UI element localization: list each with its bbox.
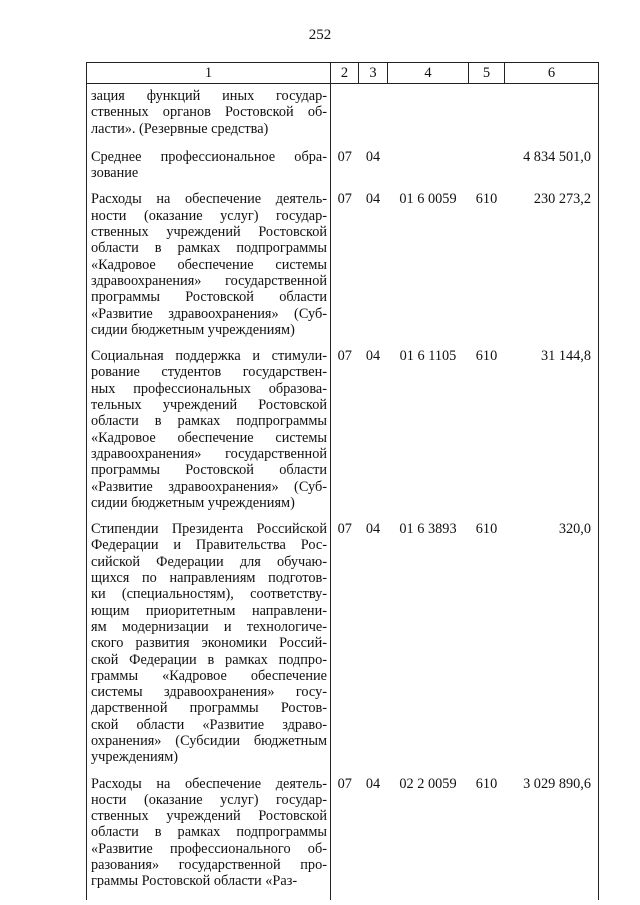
expense-name-line: здравоохранения» государственной xyxy=(91,272,327,289)
expense-name-line: сидии бюджетным учреждениям) xyxy=(91,321,295,338)
expense-name-cell xyxy=(87,191,331,348)
target-code-cell xyxy=(388,84,469,149)
expense-name-line: программы Ростовской области xyxy=(91,462,327,479)
expense-name-line: Социальная поддержка и стимули- xyxy=(91,348,327,365)
amount-cell xyxy=(505,84,599,149)
expense-name-line: системы здравоохранения» госу- xyxy=(91,684,327,701)
expense-type-code-cell: 610 xyxy=(475,191,498,208)
subsection-code-cell: 04 xyxy=(365,521,381,538)
expense-name-line: ности (оказание услуг) государ- xyxy=(91,791,327,808)
expense-type-code-cell: 610 xyxy=(475,348,498,365)
expense-name-line: граммы Ростовской области «Раз- xyxy=(91,873,298,890)
expense-name-line: ской Федерации в рамках подпро- xyxy=(91,651,327,668)
expense-name-line: граммы «Кадровое обеспечение xyxy=(91,667,327,684)
section-code-cell: 07 xyxy=(337,191,352,208)
expense-name-cell xyxy=(87,348,331,521)
expense-name-line: ных профессиональных образова- xyxy=(91,380,327,397)
subsection-code-cell xyxy=(359,84,388,149)
expense-name-line: ственных учреждений Ростовской xyxy=(91,808,327,825)
column-header-amount: 6 xyxy=(505,63,599,84)
column-header-section: 2 xyxy=(331,63,359,84)
table-row xyxy=(87,84,599,149)
expense-name-line: Среднее профессиональное обра- xyxy=(91,148,327,165)
expense-name-line: ности (оказание услуг) государ- xyxy=(91,207,327,224)
expense-name-line: зация функций иных государ- xyxy=(91,88,327,104)
amount-cell: 230 273,2 xyxy=(505,191,599,348)
expense-name-line: ского развития экономики Россий- xyxy=(91,635,327,652)
expense-name-line: ской области «Развитие здраво- xyxy=(91,716,327,733)
expense-type-code-cell: 610 xyxy=(475,521,498,538)
expense-name-line: зование xyxy=(91,165,139,182)
section-code-cell: 07 xyxy=(337,348,352,365)
expense-name-line: Стипендии Президента Российской xyxy=(91,521,327,538)
expense-name-cell xyxy=(87,149,331,192)
amount-cell: 4 834 501,0 xyxy=(505,149,599,192)
table-header xyxy=(87,63,599,84)
table-row xyxy=(87,776,599,900)
expense-name-line: Расходы на обеспечение деятель- xyxy=(91,775,327,792)
column-header-name: 1 xyxy=(87,63,331,84)
table-body xyxy=(87,84,599,900)
expense-name-line: программы Ростовской области xyxy=(91,289,327,306)
section-code-cell: 07 xyxy=(337,521,352,538)
expense-name-line: области в рамках подпрограммы xyxy=(91,240,327,257)
header-row xyxy=(87,63,599,84)
expense-type-code-cell: 610 xyxy=(475,775,498,792)
subsection-code-cell: 04 xyxy=(365,148,381,165)
expense-name-cell xyxy=(87,776,331,900)
amount-cell: 31 144,8 xyxy=(505,348,599,521)
expense-name-line: «Кадровое обеспечение системы xyxy=(91,256,327,273)
page-number: 252 xyxy=(308,27,332,43)
amount-cell: 3 029 890,6 xyxy=(505,776,599,900)
budget-table xyxy=(86,62,599,900)
table-row xyxy=(87,521,599,775)
target-code-cell xyxy=(388,149,469,192)
expense-name-line: ственных учреждений Ростовской xyxy=(91,224,327,241)
expense-name-line: охранения» (Субсидии бюджетным xyxy=(91,732,327,749)
expense-name-line: ям модернизации и технологиче- xyxy=(91,618,327,635)
expense-name-cell xyxy=(87,521,331,775)
expense-name-line: ющим приоритетным направлени- xyxy=(91,602,327,619)
expense-name-line: Федерации и Правительства Рос- xyxy=(91,537,327,554)
expense-name-line: ласти». (Резервные средства) xyxy=(91,120,269,137)
table-row xyxy=(87,348,599,521)
expense-name-line: разования» государственной про- xyxy=(91,857,327,874)
target-code-cell: 01 6 3893 xyxy=(399,521,457,538)
expense-name-line: сийской Федерации для обучаю- xyxy=(91,553,327,570)
expense-name-line: здравоохранения» государственной xyxy=(91,445,327,462)
expense-name-line: дарственной программы Ростов- xyxy=(91,700,327,717)
section-code-cell: 07 xyxy=(337,148,352,165)
column-header-subsection: 3 xyxy=(359,63,388,84)
target-code-cell: 01 6 1105 xyxy=(399,348,457,365)
expense-name-cell xyxy=(87,84,331,149)
expense-name-line: области в рамках подпрограммы xyxy=(91,413,327,430)
expense-name-line: тельных учреждений Ростовской xyxy=(91,397,327,414)
subsection-code-cell: 04 xyxy=(365,348,381,365)
expense-name-line: ки (специальностям), соответству- xyxy=(91,586,327,603)
expense-name-line: ственных органов Ростовской об- xyxy=(91,104,327,121)
expense-name-line: области в рамках подпрограммы xyxy=(91,824,327,841)
expense-name-line: «Развитие профессионального об- xyxy=(91,840,327,857)
expense-name-line: учреждениям) xyxy=(91,749,179,766)
expense-name-line: Расходы на обеспечение деятель- xyxy=(91,191,327,208)
table-row xyxy=(87,191,599,348)
subsection-code-cell: 04 xyxy=(365,775,381,792)
expense-type-code-cell xyxy=(469,84,505,149)
section-code-cell xyxy=(331,84,359,149)
column-header-expense-type: 5 xyxy=(469,63,505,84)
subsection-code-cell: 04 xyxy=(365,191,381,208)
section-code-cell: 07 xyxy=(337,775,352,792)
target-code-cell: 02 2 0059 xyxy=(399,775,457,792)
target-code-cell: 01 6 0059 xyxy=(399,191,457,208)
expense-name-line: «Развитие здравоохранения» (Суб- xyxy=(91,478,327,495)
expense-name-line: «Развитие здравоохранения» (Суб- xyxy=(91,305,327,322)
expense-name-line: щихся по направлениям подготов- xyxy=(91,570,327,587)
table-row xyxy=(87,149,599,192)
expense-name-line: сидии бюджетным учреждениям) xyxy=(91,494,295,511)
expense-name-line: рование студентов государствен- xyxy=(91,364,327,381)
column-header-target: 4 xyxy=(388,63,469,84)
expense-name-line: «Кадровое обеспечение системы xyxy=(91,429,327,446)
expense-type-code-cell xyxy=(469,149,505,192)
amount-cell: 320,0 xyxy=(505,521,599,775)
